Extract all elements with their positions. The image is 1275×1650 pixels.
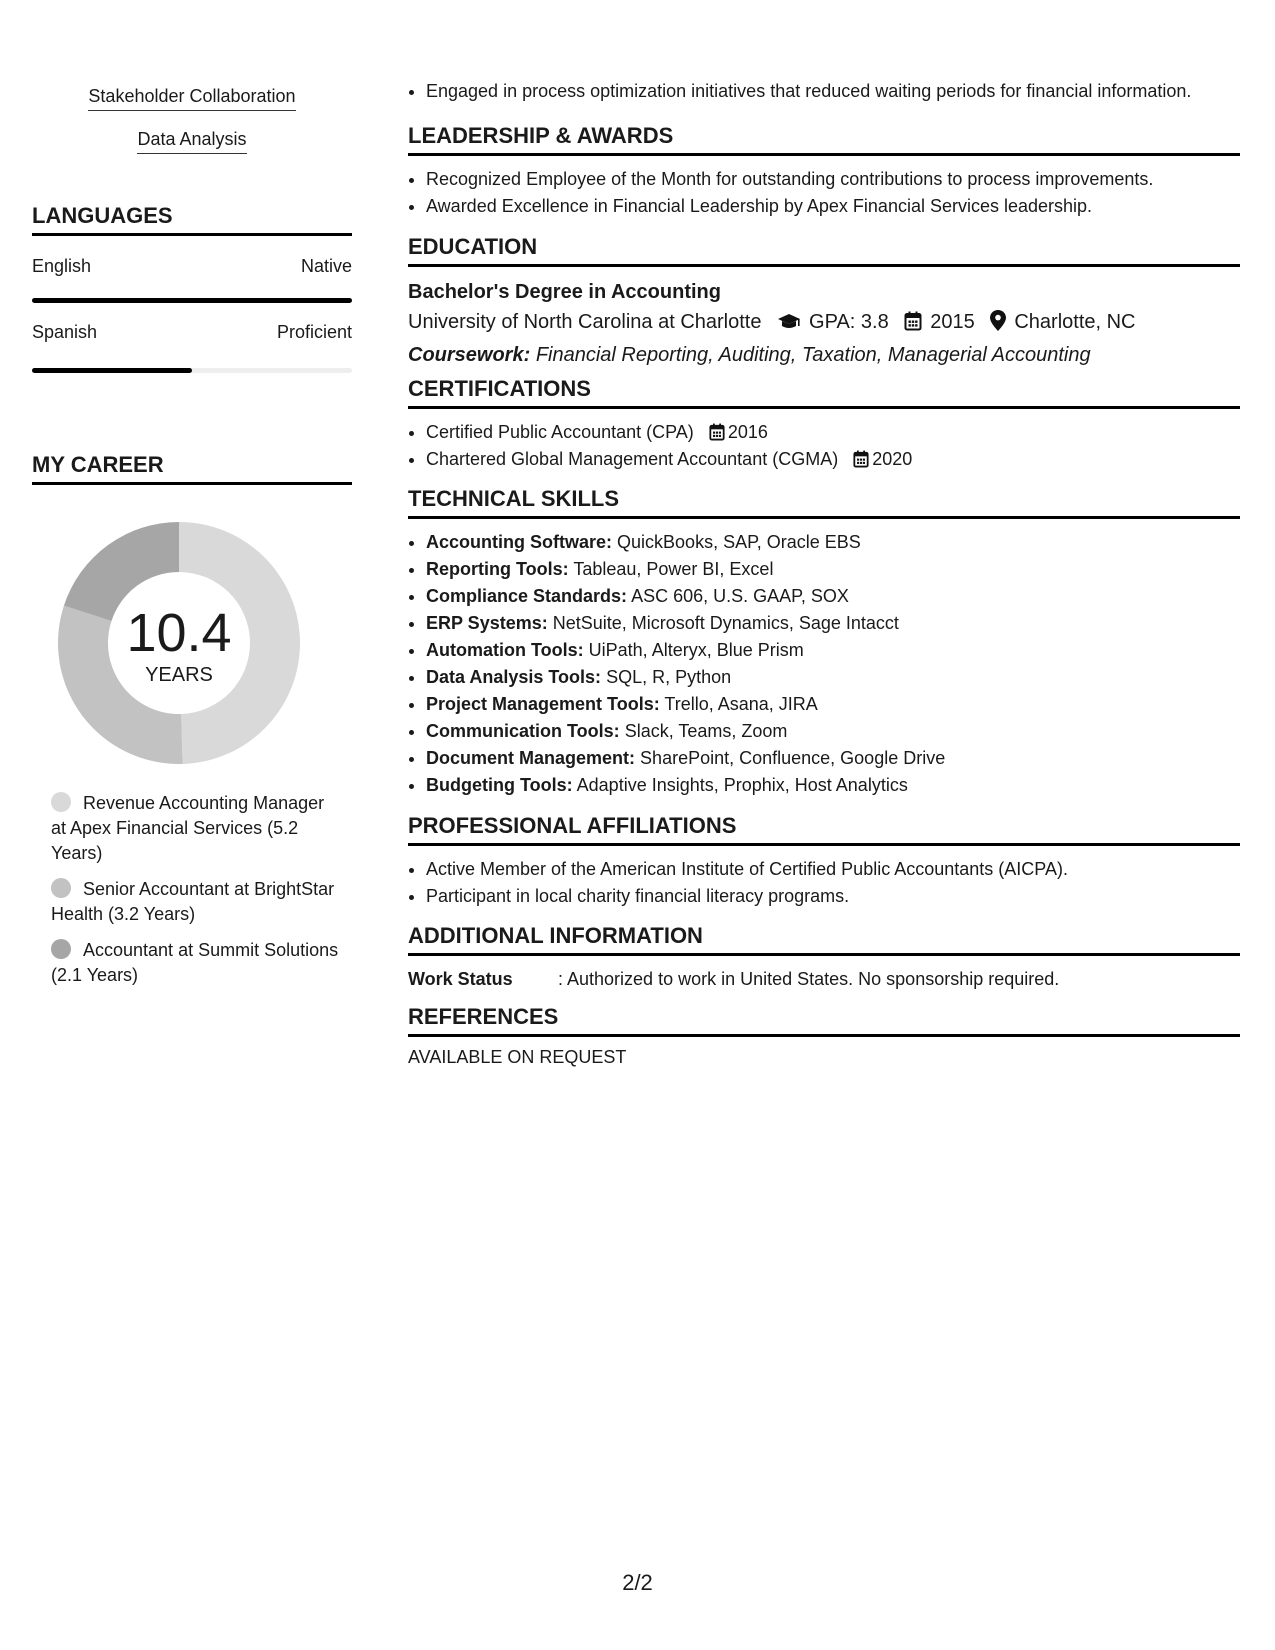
list-item: • Awarded Excellence in Financial Leadership by Apex Financial Services leadership. xyxy=(426,193,1240,220)
section-title: REFERENCES xyxy=(408,1004,1240,1037)
list-item: • Engaged in process optimization initiatives that reduced waiting periods for financial information. xyxy=(426,78,1240,105)
language-name: English xyxy=(32,256,92,276)
section-title: EDUCATION xyxy=(408,234,1240,267)
section-title: LEADERSHIP & AWARDS xyxy=(408,123,1240,156)
language-level: Proficient xyxy=(276,322,352,342)
career-legend-item: Accountant at Summit Solutions (2.1 Years) xyxy=(51,940,339,985)
school-name: University of North Carolina at Charlotte xyxy=(408,311,762,333)
references-text: AVAILABLE ON REQUEST xyxy=(408,1047,627,1067)
section-title: PROFESSIONAL AFFILIATIONS xyxy=(408,813,1240,846)
career-legend-item: Senior Accountant at BrightStar Health (3.2 Years) xyxy=(51,879,335,924)
section-title: CERTIFICATIONS xyxy=(408,376,1240,409)
legend-dot-icon xyxy=(51,878,71,898)
certifications-section xyxy=(408,376,1240,473)
list-item: • Certified Public Accountant (CPA) 2016 xyxy=(426,419,1240,446)
career-heading: MY CAREER xyxy=(32,452,352,485)
career-legend-item: Revenue Accounting Manager at Apex Financial Services (5.2 Years) xyxy=(51,793,325,863)
additional-info-section xyxy=(408,923,1240,993)
coursework-value: Financial Reporting, Auditing, Taxation, Managerial Accounting xyxy=(535,344,1091,366)
coursework-label: Coursework: xyxy=(408,344,531,366)
language-proficiency-bar xyxy=(32,368,352,373)
list-item: • Participant in local charity financial literacy programs. xyxy=(426,883,1240,910)
work-status-value: : Authorized to work in United States. No sponsorship required. xyxy=(558,969,1060,989)
career-total-unit: YEARS xyxy=(145,664,213,686)
language-row xyxy=(32,256,352,277)
language-name: Spanish xyxy=(32,322,98,342)
degree-title: Bachelor's Degree in Accounting xyxy=(408,281,721,303)
career-total-years: 10.4 xyxy=(126,603,232,663)
graduation-year: 2015 xyxy=(930,311,975,333)
technical-skills-section xyxy=(408,486,1240,799)
list-item: • Automation Tools: UiPath, Alteryx, Blue Prism xyxy=(426,637,1240,664)
language-level: Native xyxy=(300,256,352,276)
work-status xyxy=(408,966,1240,993)
leadership-section xyxy=(408,123,1240,220)
references-section xyxy=(408,1004,1240,1068)
list-item: • Project Management Tools: Trello, Asana, JIRA xyxy=(426,691,1240,718)
language-row xyxy=(32,322,352,343)
list-item: • Data Analysis Tools: SQL, R, Python xyxy=(426,664,1240,691)
list-item: • Document Management: SharePoint, Confluence, Google Drive xyxy=(426,745,1240,772)
cert-date: 2016 xyxy=(709,419,768,446)
section-title: TECHNICAL SKILLS xyxy=(408,486,1240,519)
languages-heading: LANGUAGES xyxy=(32,203,352,236)
list-item: • Budgeting Tools: Adaptive Insights, Prophix, Host Analytics xyxy=(426,772,1240,799)
list-item: • Recognized Employee of the Month for outstanding contributions to process improvements. xyxy=(426,166,1240,193)
experience-tail xyxy=(408,78,1240,105)
list-item: • Chartered Global Management Accountant (CGMA) 2020 xyxy=(426,446,1240,473)
work-status-label: Work Status xyxy=(408,969,513,989)
calendar-icon xyxy=(904,310,922,340)
calendar-icon xyxy=(853,450,869,468)
language-proficiency-fill xyxy=(32,298,352,303)
language-proficiency-fill xyxy=(32,368,192,373)
graduation-cap-icon xyxy=(777,310,801,340)
list-item: • Reporting Tools: Tableau, Power BI, Excel xyxy=(426,556,1240,583)
list-item: • Communication Tools: Slack, Teams, Zoom xyxy=(426,718,1240,745)
gpa: GPA: 3.8 xyxy=(809,311,889,333)
list-item: • Active Member of the American Institute of Certified Public Accountants (AICPA). xyxy=(426,856,1240,883)
coursework xyxy=(408,340,1240,370)
education-section xyxy=(408,234,1240,370)
career-donut-chart xyxy=(56,520,302,766)
education-location: Charlotte, NC xyxy=(1014,311,1136,333)
skill-tag: Data Analysis xyxy=(32,129,352,154)
map-pin-icon xyxy=(990,310,1006,340)
section-title: ADDITIONAL INFORMATION xyxy=(408,923,1240,956)
legend-dot-icon xyxy=(51,939,71,959)
list-item: • Accounting Software: QuickBooks, SAP, Oracle EBS xyxy=(426,529,1240,556)
calendar-icon xyxy=(709,423,725,441)
language-proficiency-bar xyxy=(32,298,352,303)
skill-tag: Stakeholder Collaboration xyxy=(32,86,352,111)
education-details xyxy=(408,307,1240,340)
list-item: • Compliance Standards: ASC 606, U.S. GAAP, SOX xyxy=(426,583,1240,610)
cert-date: 2020 xyxy=(853,446,912,473)
affiliations-section xyxy=(408,813,1240,910)
page-number: 2/2 xyxy=(622,1570,653,1595)
list-item: • ERP Systems: NetSuite, Microsoft Dynamics, Sage Intacct xyxy=(426,610,1240,637)
legend-dot-icon xyxy=(51,792,71,812)
